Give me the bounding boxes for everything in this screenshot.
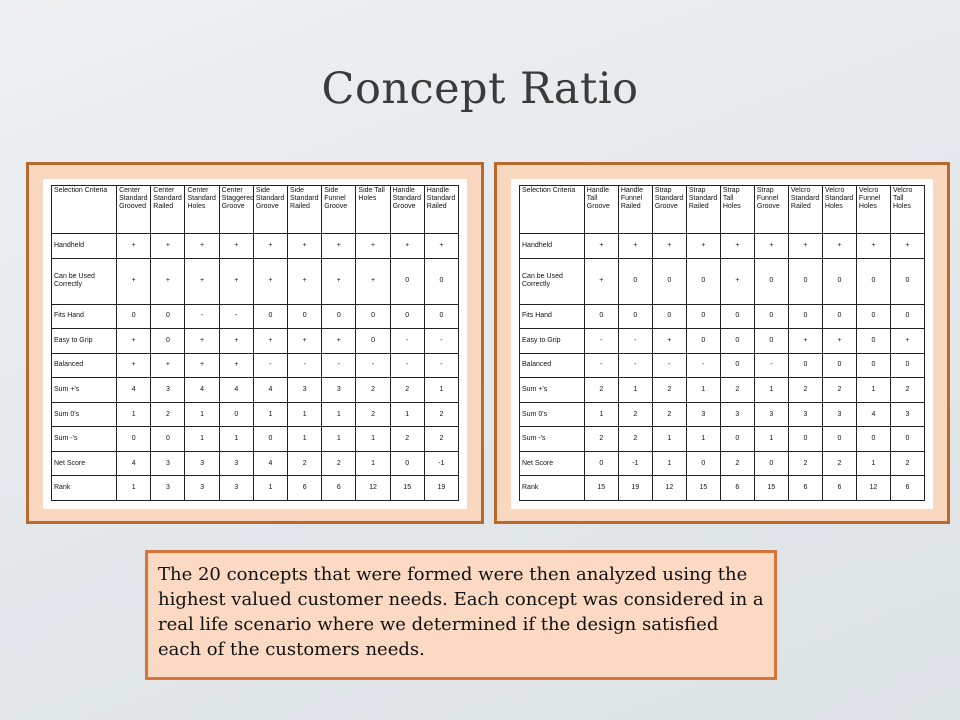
row-label-cell: Sum +'s [52,378,117,403]
score-cell: 0 [686,258,720,304]
row-label-cell: Fits Hand [520,304,585,329]
score-cell: 0 [890,258,924,304]
score-cell: 2 [720,378,754,403]
row-label-cell: Handheld [520,234,585,259]
score-cell: 2 [390,378,424,403]
score-cell: 0 [856,329,890,354]
score-cell: + [754,234,788,259]
table-row [520,304,925,329]
score-cell: 12 [356,476,390,501]
score-cell: 4 [117,451,151,476]
score-cell: 0 [356,304,390,329]
score-cell: + [288,258,322,304]
score-cell: 0 [788,427,822,452]
score-cell: 0 [686,451,720,476]
score-cell: + [322,258,356,304]
row-label-cell: Easy to Grip [52,329,117,354]
row-label-cell: Sum -'s [520,427,585,452]
score-cell: 3 [185,476,219,501]
score-cell: 1 [856,451,890,476]
score-cell: 6 [720,476,754,501]
row-label-cell: Handheld [52,234,117,259]
table-header-row [520,186,925,234]
table-row [520,353,925,378]
header-cell-concept: Center Staggered Groove [219,186,253,234]
score-cell: 1 [754,378,788,403]
score-cell: - [219,304,253,329]
score-cell: 1 [219,427,253,452]
score-cell: 0 [618,304,652,329]
score-cell: + [288,329,322,354]
score-cell: 3 [686,402,720,427]
score-cell: 0 [754,451,788,476]
header-cell-concept: Side Funnel Groove [322,186,356,234]
table-row [52,402,459,427]
score-cell: 1 [424,378,458,403]
header-cell-concept: Handle Standard Railed [424,186,458,234]
table-row [520,451,925,476]
score-cell: 1 [117,402,151,427]
score-cell: 0 [856,427,890,452]
score-cell: + [253,329,287,354]
score-cell: 0 [856,304,890,329]
score-cell: 1 [185,402,219,427]
score-cell: 19 [618,476,652,501]
score-cell: 0 [890,304,924,329]
row-label-cell: Sum +'s [520,378,585,403]
score-cell: 2 [584,378,618,403]
score-cell: + [219,234,253,259]
score-cell: - [618,353,652,378]
score-cell: 0 [720,304,754,329]
score-cell: + [822,234,856,259]
score-cell: 4 [253,451,287,476]
score-cell: 6 [890,476,924,501]
score-cell: 0 [822,353,856,378]
score-cell: 0 [356,329,390,354]
score-cell: + [185,234,219,259]
score-cell: 3 [151,476,185,501]
score-cell: 1 [253,476,287,501]
score-cell: + [219,329,253,354]
score-cell: 6 [322,476,356,501]
table-panel-left [26,162,484,524]
score-cell: 2 [288,451,322,476]
header-cell-concept: Handle Tall Groove [584,186,618,234]
score-cell: 3 [151,378,185,403]
score-cell: 15 [584,476,618,501]
score-cell: 2 [424,427,458,452]
score-cell: 1 [253,402,287,427]
score-cell: 2 [652,402,686,427]
score-cell: + [288,234,322,259]
score-cell: 1 [618,378,652,403]
score-cell: - [322,353,356,378]
table-row [520,329,925,354]
score-cell: - [390,353,424,378]
score-cell: 1 [652,451,686,476]
header-cell-concept: Handle Standard Groove [390,186,424,234]
score-cell: 0 [652,304,686,329]
score-cell: 1 [686,427,720,452]
score-cell: 4 [856,402,890,427]
score-cell: + [117,234,151,259]
table-row [520,378,925,403]
score-cell: 12 [856,476,890,501]
score-cell: 0 [390,304,424,329]
score-cell: 1 [356,427,390,452]
score-cell: 0 [117,304,151,329]
score-cell: 4 [219,378,253,403]
table-row [520,427,925,452]
score-cell: 0 [151,427,185,452]
score-cell: 0 [822,258,856,304]
score-cell: 2 [356,402,390,427]
score-cell: + [890,329,924,354]
score-cell: 3 [890,402,924,427]
score-cell: 0 [720,353,754,378]
table-row [52,378,459,403]
score-cell: - [356,353,390,378]
score-cell: 0 [652,258,686,304]
header-cell-concept: Strap Standard Railed [686,186,720,234]
score-cell: 2 [618,402,652,427]
score-cell: 2 [390,427,424,452]
score-cell: - [288,353,322,378]
score-cell: 0 [117,427,151,452]
score-cell: 0 [584,304,618,329]
score-cell: - [584,329,618,354]
score-cell: 0 [856,258,890,304]
score-cell: 0 [822,304,856,329]
score-cell: -1 [618,451,652,476]
score-cell: 1 [288,402,322,427]
score-cell: + [151,234,185,259]
score-cell: 0 [618,258,652,304]
score-cell: 4 [185,378,219,403]
score-cell: + [584,258,618,304]
score-cell: 15 [390,476,424,501]
score-cell: 0 [890,353,924,378]
header-cell-concept: Handle Funnel Railed [618,186,652,234]
score-cell: 1 [584,402,618,427]
header-cell-concept: Center Standard Holes [185,186,219,234]
score-cell: - [754,353,788,378]
table-panel-right [494,162,950,524]
header-cell-concept: Strap Standard Groove [652,186,686,234]
score-cell: 6 [788,476,822,501]
row-label-cell: Sum 0's [52,402,117,427]
header-cell-concept: Center Standard Railed [151,186,185,234]
score-cell: 2 [788,378,822,403]
score-cell: 0 [288,304,322,329]
score-cell: + [390,234,424,259]
score-cell: 0 [390,258,424,304]
score-cell: + [652,329,686,354]
score-cell: -1 [424,451,458,476]
score-cell: 19 [424,476,458,501]
score-cell: 0 [754,258,788,304]
score-cell: 3 [288,378,322,403]
score-cell: - [618,329,652,354]
table-header-row [52,186,459,234]
header-cell-concept: Side Standard Railed [288,186,322,234]
score-cell: 0 [754,329,788,354]
score-cell: 3 [720,402,754,427]
score-cell: + [322,234,356,259]
score-cell: + [356,234,390,259]
score-cell: + [253,258,287,304]
score-cell: 1 [288,427,322,452]
row-label-cell: Net Score [52,451,117,476]
score-cell: 2 [151,402,185,427]
score-cell: + [117,329,151,354]
score-cell: - [424,353,458,378]
score-cell: 0 [720,329,754,354]
score-cell: - [390,329,424,354]
score-cell: + [219,258,253,304]
score-cell: + [117,353,151,378]
header-cell-concept: Side Tall Holes [356,186,390,234]
table-row [520,258,925,304]
score-cell: + [117,258,151,304]
header-cell-criteria: Selection Criteria [52,186,117,234]
table-row [52,451,459,476]
score-cell: 0 [322,304,356,329]
score-cell: 1 [390,402,424,427]
score-cell: 0 [424,304,458,329]
table-row [52,353,459,378]
score-cell: 2 [720,451,754,476]
score-cell: 0 [424,258,458,304]
score-cell: 0 [584,451,618,476]
score-cell: + [424,234,458,259]
score-cell: + [618,234,652,259]
score-cell: 3 [219,451,253,476]
score-cell: - [686,353,720,378]
row-label-cell: Sum 0's [520,402,585,427]
header-cell-concept: Velcro Funnel Holes [856,186,890,234]
table-row [520,402,925,427]
row-label-cell: Fits Hand [52,304,117,329]
score-cell: 2 [322,451,356,476]
score-cell: 3 [185,451,219,476]
score-cell: + [720,234,754,259]
score-cell: 1 [322,427,356,452]
score-cell: 3 [822,402,856,427]
table-row [52,476,459,501]
score-cell: 4 [253,378,287,403]
score-cell: 0 [686,304,720,329]
score-cell: 0 [253,304,287,329]
table-image-left [43,179,467,509]
row-label-cell: Balanced [520,353,585,378]
score-cell: + [356,258,390,304]
score-cell: 0 [151,304,185,329]
score-cell: + [652,234,686,259]
score-cell: 4 [117,378,151,403]
table-row [52,234,459,259]
score-cell: 1 [754,427,788,452]
score-cell: 0 [390,451,424,476]
header-cell-concept: Side Standard Groove [253,186,287,234]
score-cell: - [253,353,287,378]
score-cell: 0 [754,304,788,329]
row-label-cell: Rank [520,476,585,501]
score-cell: 3 [322,378,356,403]
table-row [52,258,459,304]
score-cell: - [584,353,618,378]
score-cell: 0 [151,329,185,354]
score-cell: + [856,234,890,259]
table-row [520,476,925,501]
score-cell: + [253,234,287,259]
header-cell-concept: Velcro Standard Holes [822,186,856,234]
score-cell: + [151,353,185,378]
score-cell: + [219,353,253,378]
slide-title: Concept Ratio [321,64,639,114]
score-cell: 2 [890,378,924,403]
caption-text-box: The 20 concepts that were formed were then analyzed using the highest valued customer needs. Each concept was considered in a real life scenario where we determined if the design satisfied each of the customers needs. [145,550,777,680]
score-cell: 1 [117,476,151,501]
score-cell: 2 [652,378,686,403]
header-cell-concept: Strap Tall Holes [720,186,754,234]
score-cell: 0 [788,304,822,329]
table-row [52,329,459,354]
score-cell: 2 [618,427,652,452]
row-label-cell: Sum -'s [52,427,117,452]
row-label-cell: Balanced [52,353,117,378]
header-cell-concept: Velcro Tall Holes [890,186,924,234]
score-cell: + [788,329,822,354]
score-cell: + [322,329,356,354]
score-cell: + [890,234,924,259]
score-cell: 1 [322,402,356,427]
score-cell: 0 [686,329,720,354]
table-row [52,304,459,329]
score-cell: + [185,258,219,304]
score-cell: 12 [652,476,686,501]
score-cell: 1 [185,427,219,452]
score-cell: 1 [652,427,686,452]
score-cell: 2 [890,451,924,476]
row-label-cell: Can be Used Correctly [52,258,117,304]
score-cell: 2 [822,451,856,476]
score-cell: 1 [356,451,390,476]
score-cell: + [686,234,720,259]
score-cell: 6 [822,476,856,501]
score-cell: + [720,258,754,304]
score-cell: + [584,234,618,259]
row-label-cell: Easy to Grip [520,329,585,354]
score-cell: 2 [356,378,390,403]
score-cell: - [652,353,686,378]
score-cell: + [788,234,822,259]
score-cell: 2 [788,451,822,476]
selection-matrix-table [519,185,925,501]
score-cell: + [822,329,856,354]
header-cell-concept: Velcro Standard Railed [788,186,822,234]
table-row [520,234,925,259]
table-image-right [511,179,933,509]
score-cell: 0 [720,427,754,452]
score-cell: 0 [788,353,822,378]
score-cell: 3 [219,476,253,501]
score-cell: 3 [788,402,822,427]
header-cell-concept: Center Standard Grooved [117,186,151,234]
score-cell: + [185,329,219,354]
score-cell: 15 [754,476,788,501]
row-label-cell: Net Score [520,451,585,476]
score-cell: + [185,353,219,378]
score-cell: 0 [788,258,822,304]
score-cell: 1 [686,378,720,403]
score-cell: 1 [856,378,890,403]
score-cell: 6 [288,476,322,501]
header-cell-concept: Strap Funnel Groove [754,186,788,234]
row-label-cell: Rank [52,476,117,501]
row-label-cell: Can be Used Correctly [520,258,585,304]
score-cell: 0 [890,427,924,452]
score-cell: 2 [424,402,458,427]
score-cell: 0 [253,427,287,452]
score-cell: 2 [584,427,618,452]
table-row [52,427,459,452]
score-cell: - [185,304,219,329]
score-cell: + [151,258,185,304]
score-cell: - [424,329,458,354]
selection-matrix-table [51,185,459,501]
score-cell: 2 [822,378,856,403]
score-cell: 3 [151,451,185,476]
header-cell-criteria: Selection Criteria [520,186,585,234]
score-cell: 0 [219,402,253,427]
score-cell: 3 [754,402,788,427]
score-cell: 15 [686,476,720,501]
score-cell: 0 [856,353,890,378]
score-cell: 0 [822,427,856,452]
